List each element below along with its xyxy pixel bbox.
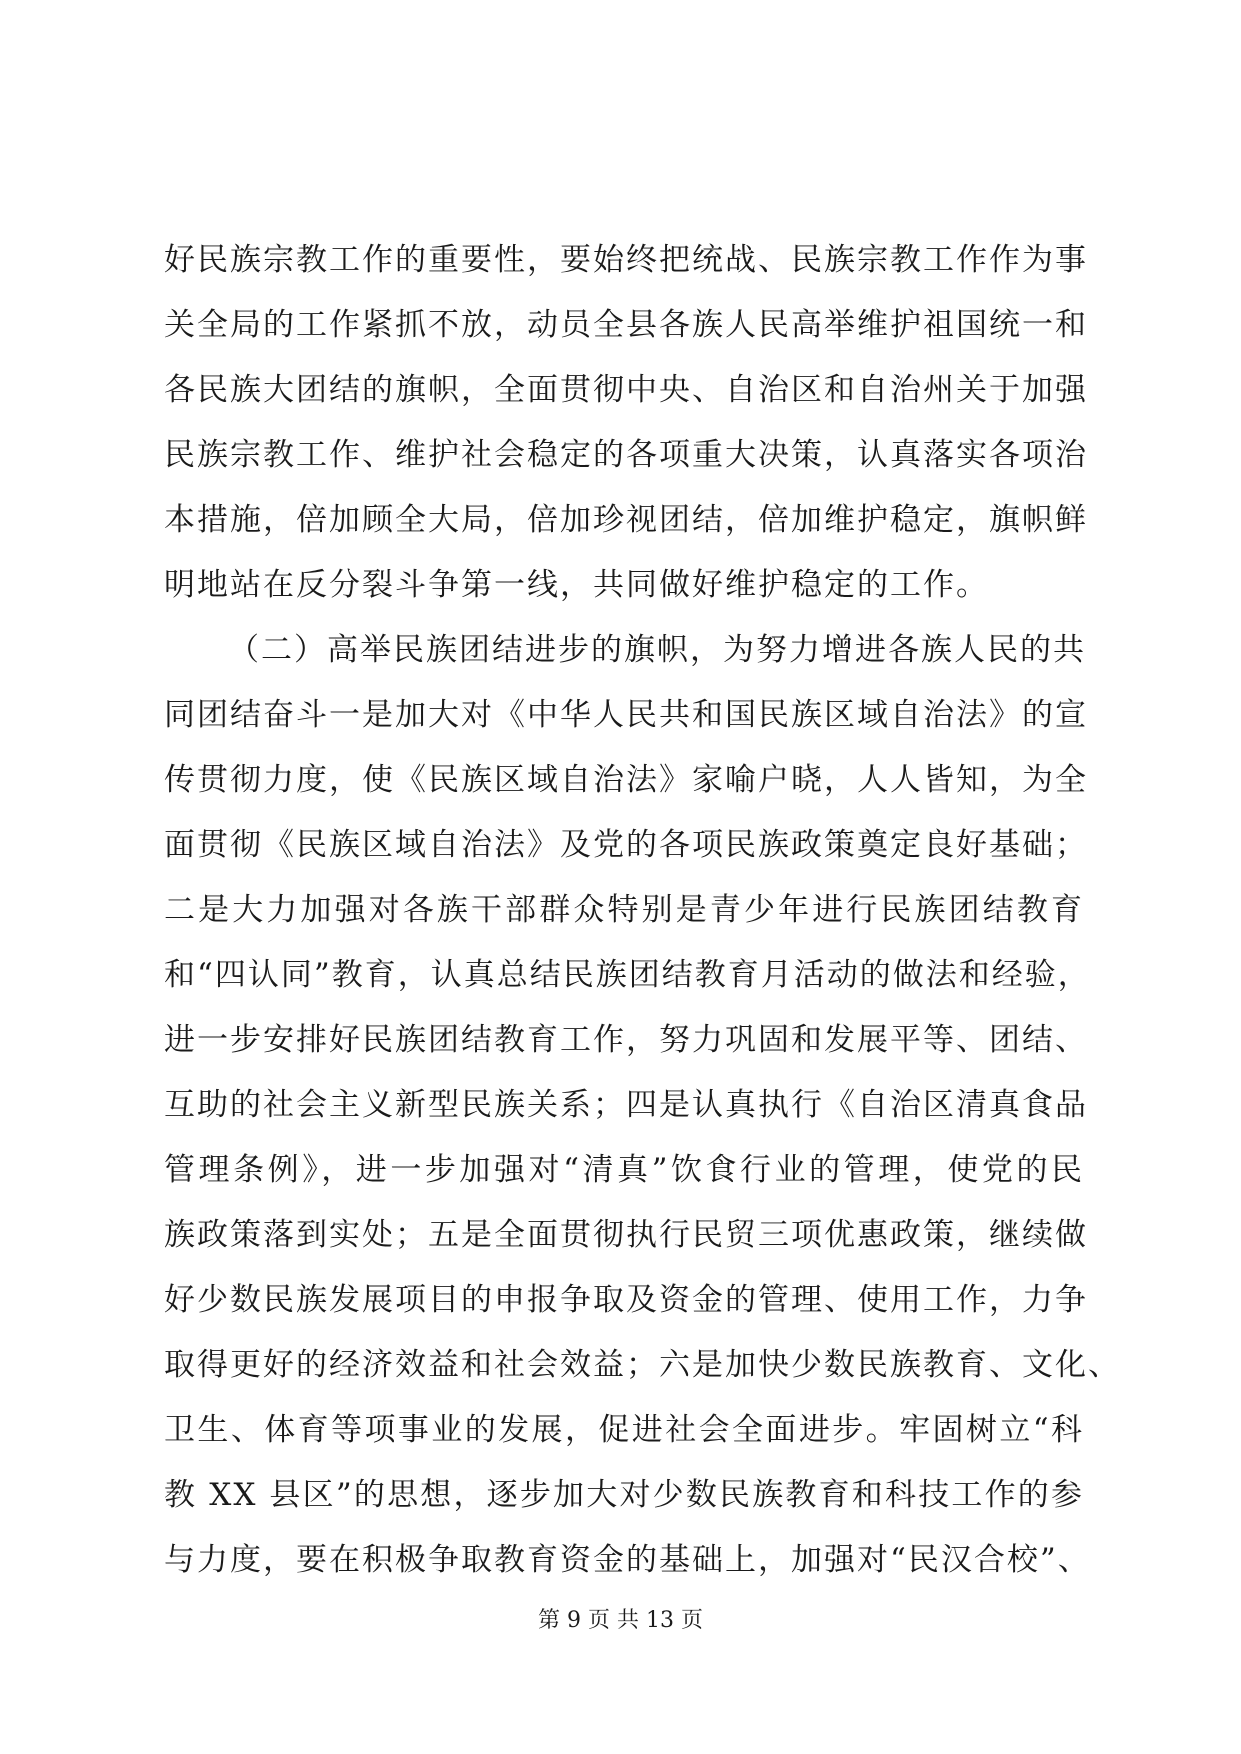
text-line: 二是大力加强对各族干部群众特别是青少年进行民族团结教育 <box>164 892 1084 928</box>
document-body <box>164 228 1121 1593</box>
text-line: 与力度，要在积极争取教育资金的基础上，加强对“民汉合校”、 <box>164 1542 1091 1578</box>
text-line: 和“四认同”教育，认真总结民族团结教育月活动的做法和经验， <box>164 957 1091 993</box>
text-line: 互助的社会主义新型民族关系；四是认真执行《自治区清真食品 <box>164 1087 1088 1123</box>
text-line: 管理条例》，进一步加强对“清真”饮食行业的管理，使党的民 <box>164 1152 1084 1188</box>
text-line: 教 XX 县区”的思想，逐步加大对少数民族教育和科技工作的参 <box>164 1477 1084 1513</box>
text-line: 传贯彻力度，使《民族区域自治法》家喻户晓，人人皆知，为全 <box>164 762 1088 798</box>
text-line: 进一步安排好民族团结教育工作，努力巩固和发展平等、团结、 <box>164 1022 1088 1058</box>
text-line: 面贯彻《民族区域自治法》及党的各项民族政策奠定良好基础； <box>164 827 1088 863</box>
text-line: 取得更好的经济效益和社会效益；六是加快少数民族教育、文化、 <box>164 1347 1121 1383</box>
text-line: 明地站在反分裂斗争第一线，共同做好维护稳定的工作。 <box>164 567 989 603</box>
text-line: 本措施，倍加顾全大局，倍加珍视团结，倍加维护稳定，旗帜鲜 <box>164 502 1088 538</box>
text-line: 关全局的工作紧抓不放，动员全县各族人民高举维护祖国统一和 <box>164 307 1088 343</box>
paragraph-heading-line: （二）高举民族团结进步的旗帜，为努力增进各族人民的共 <box>228 632 1086 668</box>
text-line: 好少数民族发展项目的申报争取及资金的管理、使用工作，力争 <box>164 1282 1088 1318</box>
text-line: 各民族大团结的旗帜，全面贯彻中央、自治区和自治州关于加强 <box>164 372 1088 408</box>
text-line: 好民族宗教工作的重要性，要始终把统战、民族宗教工作作为事 <box>164 242 1088 278</box>
page-number-footer: 第 9 页 共 13 页 <box>538 1608 703 1633</box>
text-line: 民族宗教工作、维护社会稳定的各项重大决策，认真落实各项治 <box>164 437 1088 473</box>
text-line: 卫生、体育等项事业的发展，促进社会全面进步。牢固树立“科 <box>164 1412 1084 1448</box>
text-line: 族政策落到实处；五是全面贯彻执行民贸三项优惠政策，继续做 <box>164 1217 1088 1253</box>
text-line: 同团结奋斗一是加大对《中华人民共和国民族区域自治法》的宣 <box>164 697 1088 733</box>
